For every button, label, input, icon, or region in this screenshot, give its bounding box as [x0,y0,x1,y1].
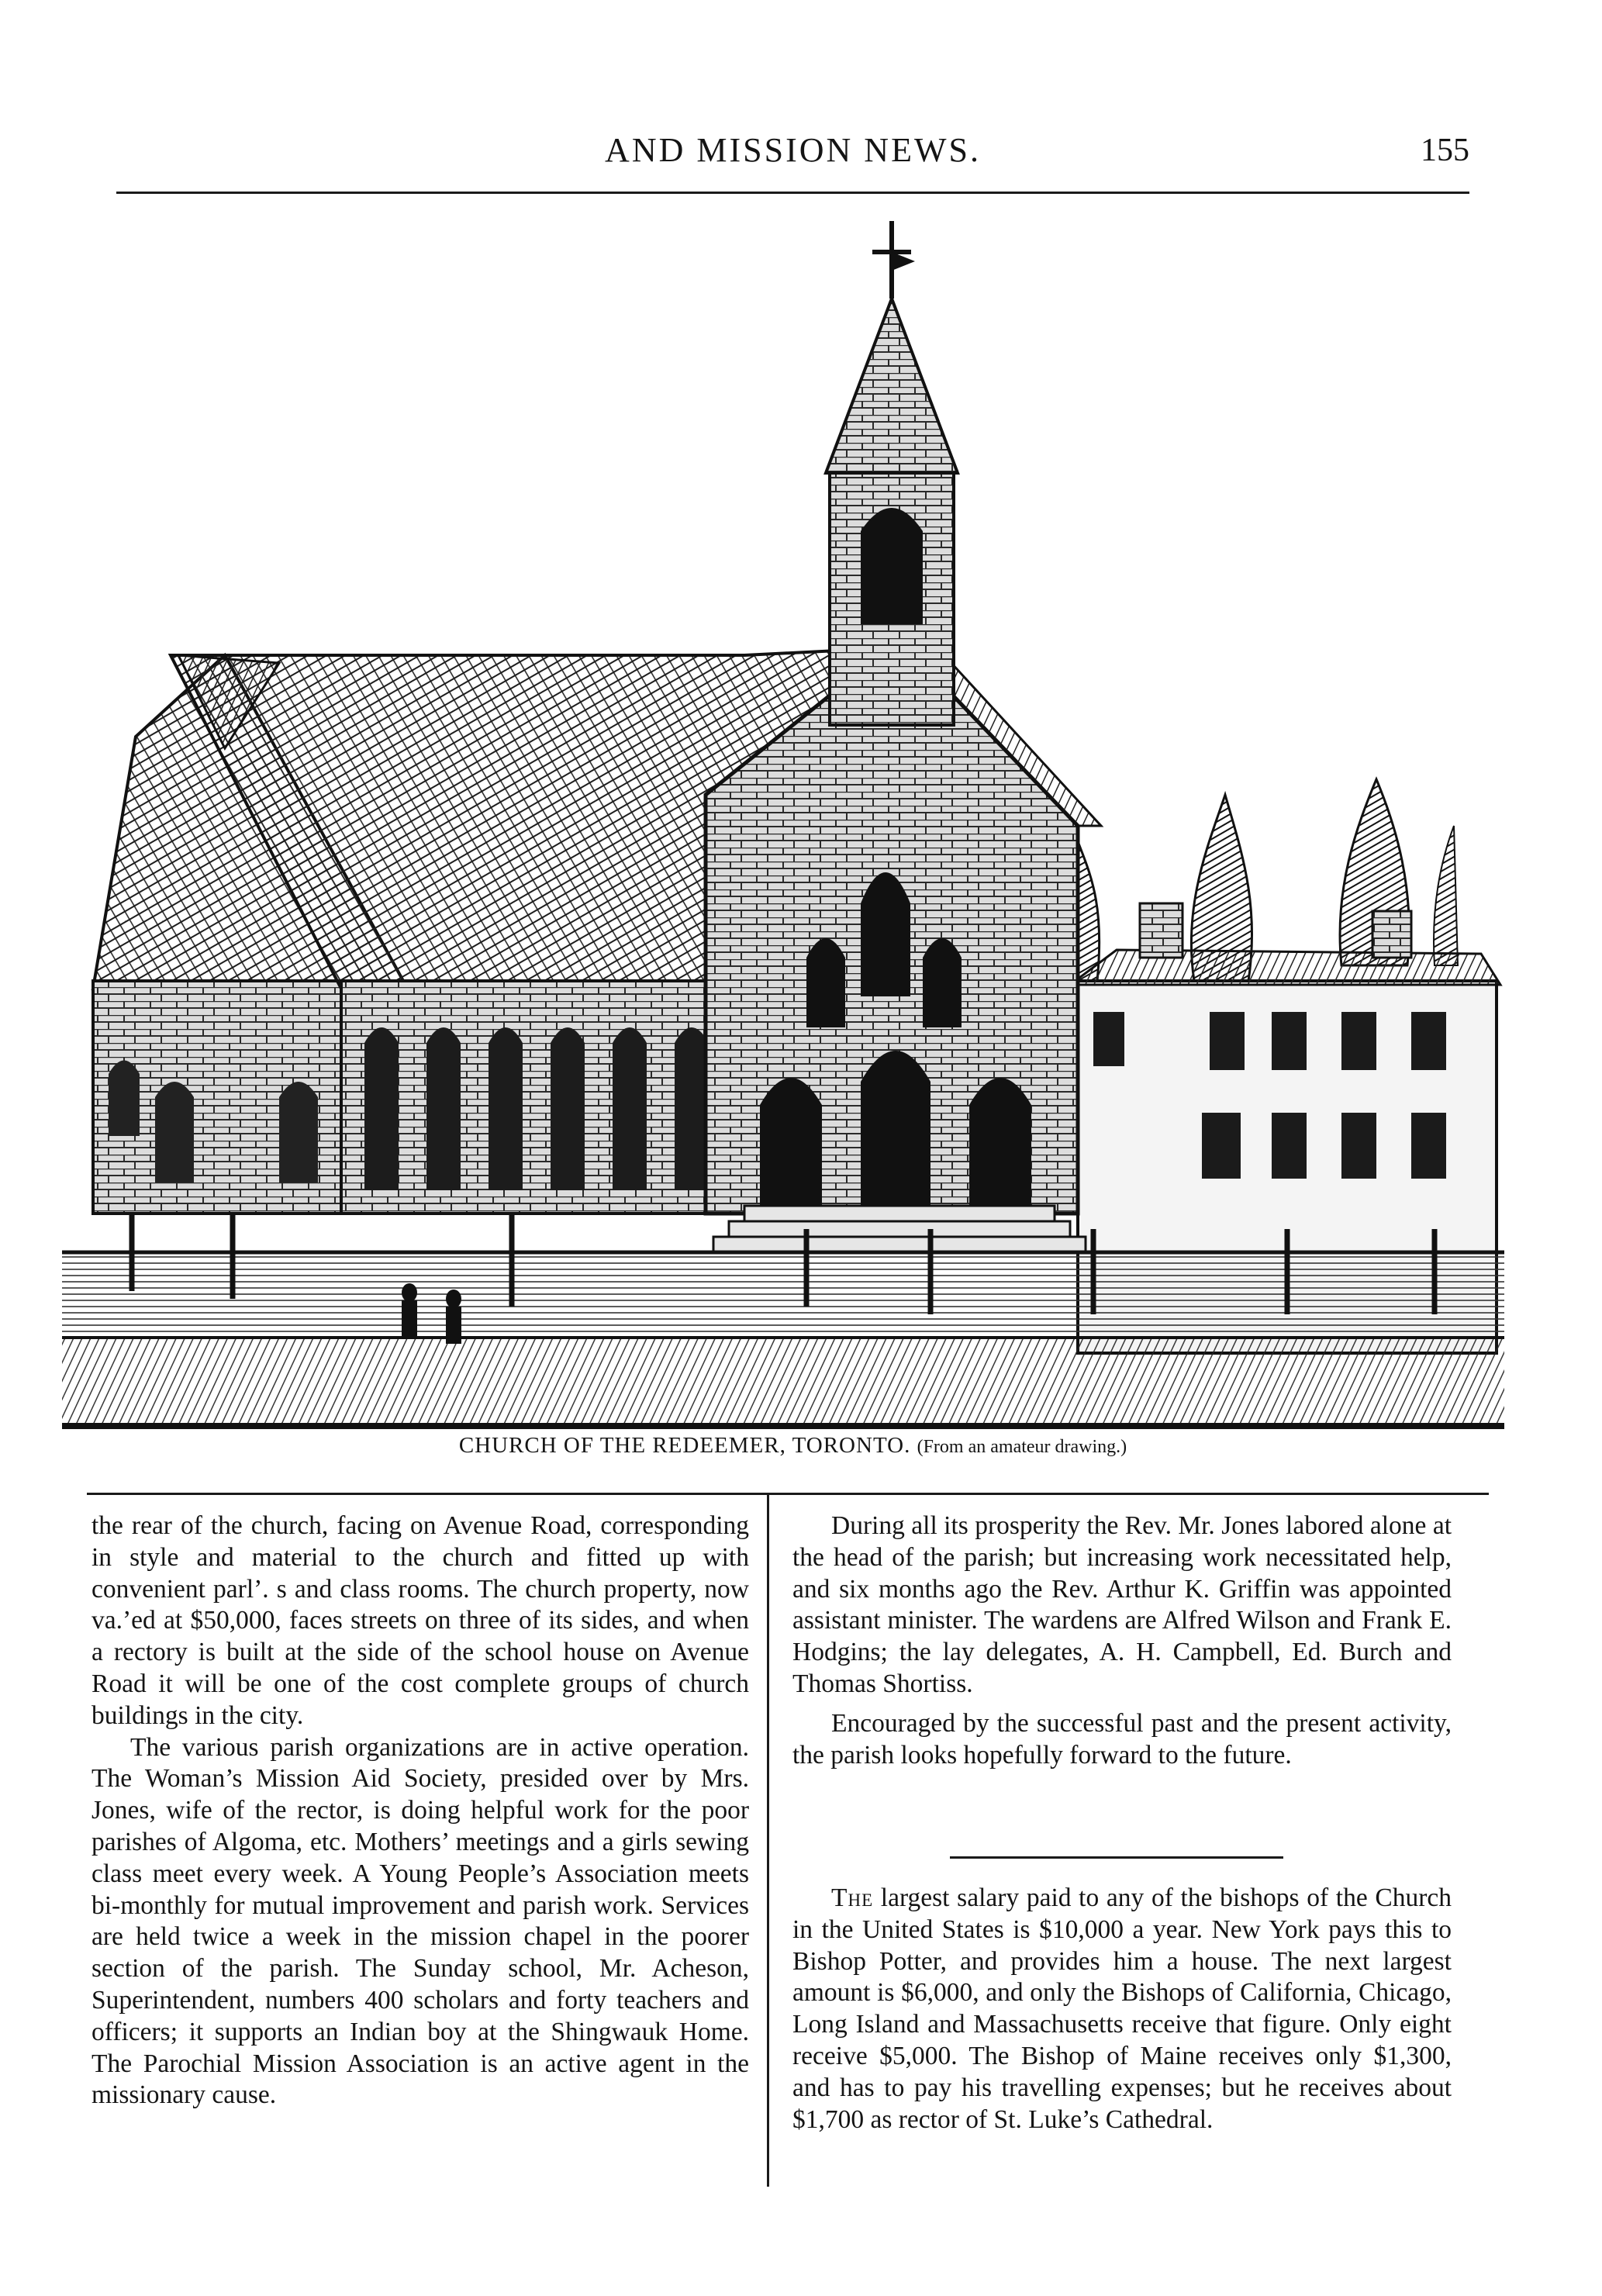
caption-rule [87,1493,1489,1495]
church-illustration [62,205,1504,1431]
column-rule [767,1493,769,2187]
bishops-salary-paragraph [792,1883,1452,2135]
lead-word: The [831,1883,874,1912]
page-number: 155 [1421,133,1469,168]
left-paragraph-2: The various parish organizations are in active operation. The Woman’s Mission Aid Society, presided over by Mrs. Jones, wife of the rector, is doing helpful work for the poor parishes of Algoma, etc. Mothers’ meetings and a girls sewing class meet every week. A Young People’s Association meets bi-monthly for mutual improvement and parish work. Services are held twice a week in the mission chapel in the poorer section of the parish. The Sunday school, Mr. Acheson, Superintendent, numbers 400 scholars and forty teachers and officers; it supports an Indian boy at the Shingwauk Home. The Parochial Mission Association is an active agent in the missionary cause. [91,1732,749,2110]
caption-note: (From an amateur drawing.) [917,1437,1127,1457]
section-divider [950,1856,1283,1859]
running-header [116,123,1469,185]
right-column-top [792,1511,1452,1771]
left-paragraph-1: the rear of the church, facing on Avenue Road, corresponding in style and material to the church and fitted up with convenient parl’. s and class rooms. The church property, now va.’ed at $50,000, faces streets on three of its sides, and when a rectory is built at the side of the school house on Avenue Road it will be one of the cost complete groups of church buildings in the city. [91,1511,749,1730]
right-column-bottom [792,1883,1452,2135]
header-rule [116,192,1469,194]
figure-caption [116,1433,1469,1459]
bishops-salary-text: largest salary paid to any of the bishops of the Church in the United States is $10,000 a year. New York pays this to Bishop Potter, and provides him a house. The next largest amount is $6,000, and only the Bishops of California, Chicago, Long Island and Massachusetts receive that figure. Only eight receive $5,000. The Bishop of Maine receives only $1,300, and has to pay his travelling expenses; but he receives about $1,700 as rector of St. Luke’s Cathedral. [792,1883,1452,2134]
right-paragraph-1: During all its prosperity the Rev. Mr. Jones labored alone at the head of the parish; but increasing work necessitated help, and six months ago the Rev. Arthur K. Griffin was appointed assistant minister. The wardens are Alfred Wilson and Frank E. Hodgins; the lay delegates, A. H. Campbell, Ed. Burch and Thomas Shortiss. [792,1511,1452,1698]
running-title: AND MISSION NEWS. [605,131,981,169]
caption-title: CHURCH OF THE REDEEMER, TORONTO. [458,1433,911,1458]
right-paragraph-2: Encouraged by the successful past and the present activity, the parish looks hopefully forward to the future. [792,1708,1452,1769]
left-column [91,1511,749,2111]
